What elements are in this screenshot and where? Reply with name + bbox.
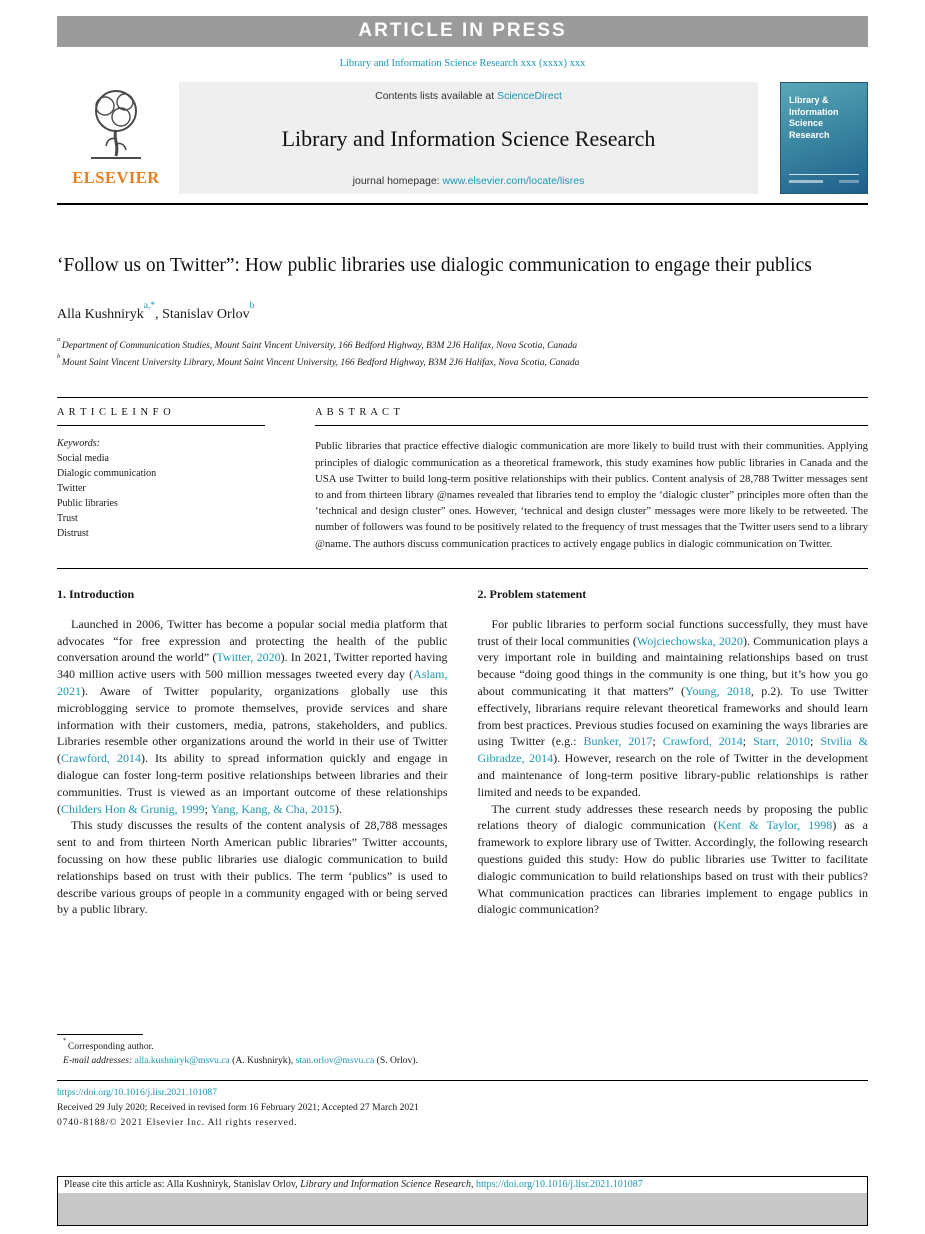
article-in-press-banner: ARTICLE IN PRESS [57, 16, 868, 47]
inline-link[interactable]: Childers Hon & Grunig, 1999 [61, 801, 205, 816]
journal-homepage-line: journal homepage: www.elsevier.com/locate/lisres [352, 175, 585, 187]
journal-header [57, 82, 868, 194]
journal-cover-thumbnail[interactable] [780, 82, 868, 194]
elsevier-logo [57, 82, 175, 194]
cite-text: Please cite this article as: Alla Kushniryk, Stanislav Orlov, Library and Information Science Research, https://doi.org/10.1016/j.lisr.2021.101087 [58, 1177, 867, 1193]
please-cite-box [57, 1176, 868, 1226]
corresponding-author-note: * Corresponding author. [63, 1036, 154, 1052]
inline-link[interactable]: Aslam, 2021 [57, 667, 448, 698]
abstract-column [315, 398, 868, 551]
inline-link[interactable]: Crawford, 2014 [662, 734, 743, 749]
article-info-heading: A R T I C L E I N F O [57, 398, 265, 426]
intro-paragraph-1: Launched in 2006, Twitter has become a popular social media platform that advocates “for free expression and protecting the health of the public conversation around the world” (Twitter, 2020). In 2021, Twitter reported having 340 million active users with 500 million messages tweeted every day (Aslam, 2021). Aware of Twitter popularity, organizations globally use this microblogging service to promote themselves, provide services and share information with their customers, media, patrons, stakeholders, and publics. Libraries resemble other organizations around the world in their use of Twitter (Crawford, 2014). Its ability to spread information quickly and engage in dialogue can foster long-term positive relationships between libraries and their communities. Trust is viewed as an important outcome of these relationships (Childers Hon & Grunig, 1999; Yang, Kang, & Cha, 2015). [57, 616, 448, 816]
left-column [57, 587, 448, 918]
inline-link[interactable]: Twitter, 2020 [216, 650, 281, 665]
cover-title-line: Library & [789, 95, 829, 105]
journal-header-center [179, 82, 758, 194]
keyword-item: Twitter [57, 483, 86, 495]
keywords-label: Keywords: [57, 438, 100, 450]
cover-decoration [789, 174, 859, 175]
inline-link[interactable]: ScienceDirect [497, 90, 562, 102]
keyword-item: Public libraries [57, 498, 118, 510]
section-heading-problem-statement: 2. Problem statement [477, 586, 587, 601]
journal-reference-line[interactable]: Library and Information Science Research xxx (xxxx) xxx [339, 58, 586, 69]
article-info-column [57, 398, 265, 551]
publication-metadata-block [57, 1080, 868, 1131]
problem-paragraph-2: The current study addresses these research needs by proposing the public relations theory of dialogic communication (Kent & Taylor, 1998) as a framework to explore library use of Twitter. Accordingly, the following research questions guided this study: How do public libraries use Twitter to facilitate dialogic communication to build relationships based on trust with their publics? What communication practices can libraries implement to engage publics in dialogic communication? [477, 801, 868, 917]
section-heading-introduction: 1. Introduction [57, 586, 135, 601]
inline-link[interactable]: b [249, 301, 255, 312]
inline-link[interactable]: Yang, Kang, & Cha, 2015 [210, 801, 336, 816]
cover-title-line: Science [789, 118, 824, 129]
abstract-text: Public libraries that practice effective dialogic communication are more likely to build trust with their communities. Applying principles of dialogic communication as a theoretical framework, this study examines how public libraries in Canada and the USA use Twitter to build long-term positive relationships with their publics. Content analysis of 28,788 Twitter messages sent to and from thirteen library @names revealed that libraries tend to employ the ‘dialogic cluster” principles more often than the ‘technical and design cluster” ones. However, ‘technical and design cluster” messages were more likely to be retweeted. The number of followers was found to be positively related to the frequency of trust messages that the Twitter users send to a library @name. The authors discuss communication practices to actively engage publics in dialogic communication on Twitter. [315, 440, 868, 550]
inline-link[interactable]: Starr, 2010 [753, 734, 810, 749]
inline-link[interactable]: Stvilia & Gibradze, 2014 [477, 734, 868, 766]
email-addresses-line: E-mail addresses: alla.kushniryk@msvu.ca (A. Kushniryk), stan.orlov@msvu.ca (S. Orlov). [63, 1055, 418, 1067]
keyword-item: Dialogic communication [57, 468, 157, 480]
affiliation-a: $^a$ Department of Communication Studies, Mount Saint Vincent University, 166 Bedford Highway, B3M 2J6 Halifax, Nova Scotia, Canada [57, 336, 578, 352]
keywords-block [57, 436, 265, 541]
article-title: ‘Follow us on Twitter”: How public libraries use dialogic communication to engage their publics [57, 255, 812, 276]
inline-link[interactable]: Bunker, 2017 [583, 734, 653, 749]
inline-link[interactable]: Wojciechowska, 2020 [636, 633, 743, 648]
journal-title: Library and Information Science Research [281, 125, 656, 151]
right-column [478, 587, 869, 918]
inline-link[interactable]: alla.kushniryk@msvu.ca [134, 1055, 230, 1067]
inline-link[interactable]: Kent & Taylor, 1998 [717, 818, 833, 833]
cover-title-line: Information [789, 106, 839, 117]
abstract-heading: A B S T R A C T [315, 398, 868, 426]
affiliation-b: $^b$ Mount Saint Vincent University Library, Mount Saint Vincent University, 166 Bedford Highway, B3M 2J6 Halifax, Nova Scotia, Canada [57, 352, 580, 368]
header-divider [57, 203, 868, 205]
cover-title-line: Research [789, 130, 830, 141]
bottom-divider [57, 1080, 868, 1081]
received-dates-line: Received 29 July 2020; Received in revised form 16 February 2021; Accepted 27 March 2021 [57, 1101, 419, 1113]
inline-link[interactable]: a,* [143, 301, 156, 312]
problem-paragraph-1: For public libraries to perform social functions successfully, they must have trust of their local communities (Wojciechowska, 2020). Communication plays a very important role in building and maintaining relationships based on trust because “doing good things in the community is one thing, but it’s how you go about communicating it that matters” (Young, 2018, p.2). To use Twitter effectively, librarians require relevant theoretical frameworks and should learn from best practices. Previous studies focused on examining the ways libraries are using Twitter (e.g.: Bunker, 2017; Crawford, 2014; Starr, 2010; Stvilia & Gibradze, 2014). However, research on the role of Twitter in the development and maintenance of long-term positive library-public relationships is rather limited and needs to be expanded. [477, 616, 869, 799]
inline-link[interactable]: www.elsevier.com/locate/lisres [442, 175, 585, 187]
affiliations [57, 338, 868, 371]
doi-link[interactable]: https://doi.org/10.1016/j.lisr.2021.101087 [57, 1087, 217, 1098]
footnote-block [57, 1034, 868, 1069]
keyword-item: Social media [57, 453, 109, 465]
info-abstract-section [57, 397, 868, 568]
article-body [57, 587, 868, 918]
keyword-item: Trust [57, 513, 78, 525]
keyword-item: Distrust [57, 528, 89, 540]
inline-link[interactable]: https://doi.org/10.1016/j.lisr.2021.101087 [475, 1179, 643, 1190]
footnote-divider [57, 1034, 143, 1035]
inline-link[interactable]: stan.orlov@msvu.ca [295, 1055, 375, 1067]
cover-title [781, 83, 867, 142]
intro-paragraph-2: This study discusses the results of the content analysis of 28,788 messages sent to and from thirteen North American public libraries” Twitter accounts, focussing on how these public libraries use dialogic communication to build relationships based on trust with their publics. The term ‘publics” is used to describe various groups of people in a community engaged with or being served by a public library. [57, 818, 448, 917]
cover-decoration [839, 180, 859, 183]
cover-decoration [789, 180, 823, 183]
inline-link[interactable]: Crawford, 2014 [61, 751, 141, 766]
elsevier-wordmark: ELSEVIER [72, 168, 160, 187]
inline-link[interactable]: Young, 2018 [685, 683, 751, 698]
elsevier-tree-logo-icon [79, 84, 153, 166]
copyright-line: 0740-8188/© 2021 Elsevier Inc. All rights reserved. [57, 1116, 298, 1128]
contents-list-line: Contents lists available at ScienceDirect [375, 90, 562, 102]
authors-line: Alla Kushniryk$^{a,*}$, Stanislav Orlov$^b$ [57, 301, 255, 323]
